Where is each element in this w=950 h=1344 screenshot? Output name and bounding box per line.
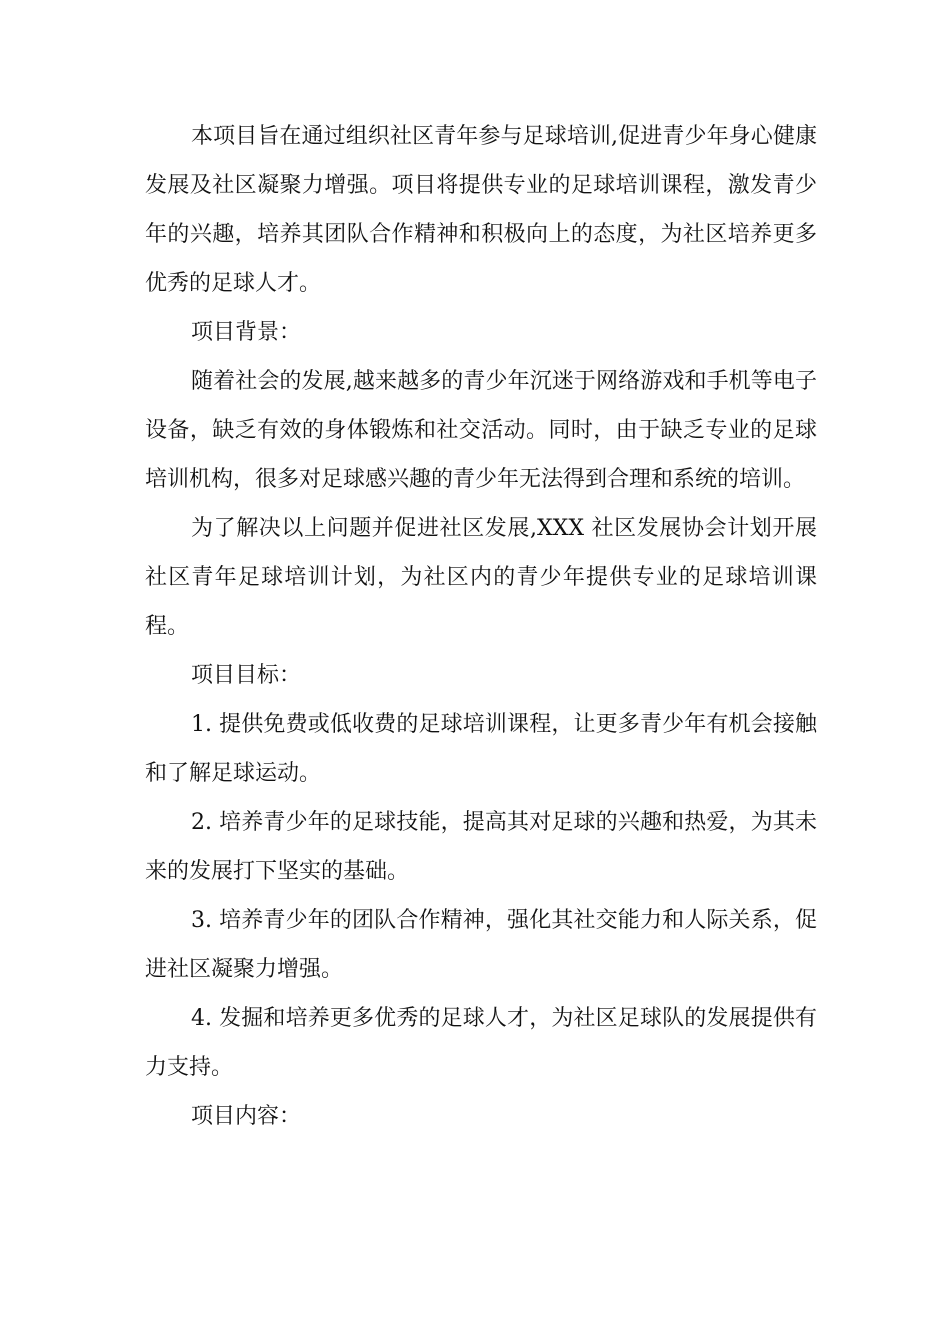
content-heading: 项目内容： <box>191 1104 302 1129</box>
document-page <box>145 112 817 1141</box>
goal-item-4: 4. 发掘和培养更多优秀的足球人才，为社区足球队的发展提供有力支持。 <box>145 1006 817 1080</box>
plan-paragraph: 为了解决以上问题并促进社区发展,XXX 社区发展协会计划开展社区青年足球培训计划，为社区内的青少年提供专业的足球培训课程。 <box>145 516 817 639</box>
goals-heading: 项目目标： <box>191 663 302 688</box>
background-paragraph: 随着社会的发展,越来越多的青少年沉迷于网络游戏和手机等电子设备，缺乏有效的身体锻炼和社交活动。同时，由于缺乏专业的足球培训机构，很多对足球感兴趣的青少年无法得到合理和系统的培训。 <box>145 369 817 492</box>
goal-item-1: 1. 提供免费或低收费的足球培训课程，让更多青少年有机会接触和了解足球运动。 <box>145 712 817 786</box>
intro-paragraph: 本项目旨在通过组织社区青年参与足球培训,促进青少年身心健康发展及社区凝聚力增强。项目将提供专业的足球培训课程，激发青少年的兴趣，培养其团队合作精神和积极向上的态度，为社区培养更多优秀的足球人才。 <box>145 124 817 296</box>
background-heading: 项目背景： <box>191 320 302 345</box>
goal-item-2: 2. 培养青少年的足球技能，提高其对足球的兴趣和热爱，为其未来的发展打下坚实的基础。 <box>145 810 817 884</box>
goal-item-3: 3. 培养青少年的团队合作精神，强化其社交能力和人际关系，促进社区凝聚力增强。 <box>145 908 817 982</box>
